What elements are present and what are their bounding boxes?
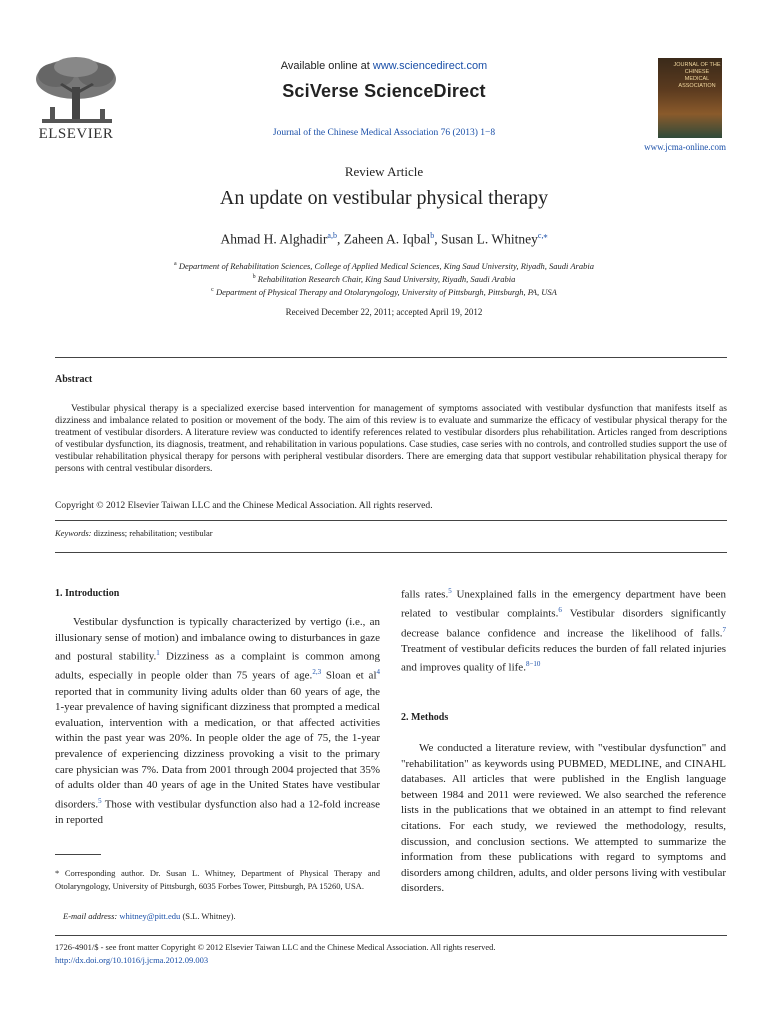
available-online-line [200, 60, 568, 72]
citation-link[interactable]: 1 [156, 649, 160, 658]
citation-link[interactable]: 7 [722, 625, 726, 634]
abstract-text: Vestibular physical therapy is a specialized exercise based intervention for management of symptoms associated with vestibular dysfunction that manifests itself as dizziness and imbalance related to position or movement of the body. The aim of this review is to evaluate and summarize the efficacy of vestibular physical therapy for the treatment of vestibular disorders. A literature review was conducted to identify references related to vestibular disorders plus rehabilitation. Articles ranged from descriptions of vestibular dysfunction, its diagnosis, treatment, and rehabilitation in various populations. Case studies, case series with no controls, and controlled studies support the use of vestibular rehabilitation physical therapy for persons with peripheral vestibular disorders. There are emerging data that support vestibular rehabilitation physical therapy for persons with central vestibular disorders. [55, 403, 727, 475]
author-separator: , [336, 231, 344, 247]
introduction-continued-paragraph [401, 584, 726, 677]
affiliation [0, 274, 768, 284]
author-list [0, 231, 768, 248]
abstract-heading: Abstract [55, 374, 93, 385]
text-run: Treatment of vestibular deficits reduces the burden of fall related injuries and improves quality of life. [401, 642, 726, 674]
platform-name: SciVerse ScienceDirect [282, 81, 486, 101]
author-name: Susan L. Whitney [441, 231, 538, 247]
affiliation-text: Department of Rehabilitation Sciences, College of Applied Medical Sciences, King Saud University, Riyadh, Saudi Arabia [178, 261, 594, 271]
citation-link[interactable]: 5 [98, 796, 102, 805]
text-run: Sloan et al [321, 670, 377, 683]
issn-copyright-line: 1726-4901/$ - see front matter Copyright © 2012 Elsevier Taiwan LLC and the Chinese Medical Association. All rights reserved. [55, 942, 496, 952]
doi-link[interactable]: http://dx.doi.org/10.1016/j.jcma.2012.09.003 [55, 955, 209, 965]
email-link[interactable]: whitney@pitt.edu [119, 911, 181, 921]
divider [55, 552, 727, 553]
affiliation-text: Department of Physical Therapy and Otolaryngology, University of Pittsburgh, Pittsburgh, PA, USA [215, 287, 557, 297]
email-label: E-mail address: [63, 911, 118, 921]
footnote-divider [55, 854, 101, 855]
affiliation-text: Rehabilitation Research Chair, King Saud University, Riyadh, Saudi Arabia [257, 274, 516, 284]
email-suffix: (S.L. Whitney). [180, 911, 236, 921]
citation-link[interactable]: 2,3 [312, 668, 322, 677]
article-title: An update on vestibular physical therapy [219, 187, 549, 209]
section-heading-methods: 2. Methods [401, 712, 449, 723]
citation-link[interactable]: 6 [558, 606, 562, 615]
author-name: Zaheen A. Iqbal [343, 231, 431, 247]
affiliation-marker: b [252, 274, 256, 281]
corresponding-author-footnote: * Corresponding author. Dr. Susan L. Whitney, Department of Physical Therapy and Otolaryngology, University of Pittsburgh, 6035 Forbes Tower, Pittsburgh, PA 15260, USA. [55, 868, 380, 891]
citation-link[interactable]: 5 [448, 587, 452, 595]
keywords-line [55, 528, 213, 538]
author-affiliation-ref[interactable]: a,b [327, 231, 337, 240]
affiliation [0, 261, 768, 271]
elsevier-tree-logo [22, 55, 130, 127]
keywords-label: Keywords: [55, 528, 92, 538]
methods-paragraph: We conducted a literature review, with "vestibular dysfunction" and "rehabilitation" as keywords using PUBMED, MEDLINE, and CINAHL databases. All articles that were published in the English language between 1984 and 2011 were reviewed. We also searched the reference lists in the publications that we obtained in an attempt to find relevant citations. For each study, we reviewed the methodology, results, discussion, and conclusion sections. We attempted to summarize the information from these publications with regard to symptoms and disorders among children, adults, and older persons living with vestibular disorders. [401, 742, 726, 895]
text-run: Vestibular dysfunction is typically characterized by vertigo (i.e., an illusionary sense of motion) and imbalance owing to disturbances in gaze and postural stability. [55, 616, 380, 663]
cover-line: MEDICAL [684, 76, 710, 82]
affiliation-marker: a [174, 261, 177, 268]
text-run: reported that in community living adults older than 60 years of age, the 1-year prevalence of having significant dizziness that prompted a medical evaluation, intervention with a medication, or that affected activities within the past year was 20%. In people older the age of 75, the 1-year prevalence of experiencing dizziness provoking a visit to the primary care physician was 7%. Data from 2001 through 2004 projected that 35% of adults older than 40 years of age in the United States have vestibular disorders. [55, 685, 380, 811]
abstract-copyright: Copyright © 2012 Elsevier Taiwan LLC and the Chinese Medical Association. All rights reserved. [55, 500, 433, 511]
section-heading-introduction: 1. Introduction [55, 588, 120, 599]
text-run: Unexplained falls in the emergency department have been related to vestibular complaints. [401, 588, 726, 620]
introduction-paragraph [55, 615, 380, 829]
cover-line: ASSOCIATION [678, 83, 716, 89]
text-run: Those with vestibular dysfunction also had a 12-fold increase in reported [55, 798, 380, 827]
author-affiliation-ref[interactable]: c,⁎ [537, 231, 548, 240]
cover-line: JOURNAL OF THE [673, 62, 721, 68]
citation-link[interactable]: 8−10 [525, 660, 541, 669]
cover-line: CHINESE [684, 69, 710, 75]
sciencedirect-link[interactable]: www.sciencedirect.com [372, 60, 488, 72]
keywords-list: dizziness; rehabilitation; vestibular [91, 528, 213, 538]
citation-link[interactable]: 4 [376, 668, 380, 677]
journal-citation-link[interactable]: Journal of the Chinese Medical Association 76 (2013) 1−8 [272, 128, 496, 138]
divider [55, 520, 727, 521]
divider [55, 357, 727, 358]
publisher-name: ELSEVIER [38, 126, 114, 142]
affiliation [0, 287, 768, 297]
footer-divider [55, 935, 727, 936]
author-name: Ahmad H. Alghadir [220, 231, 328, 247]
available-prefix: Available online at [280, 60, 373, 72]
text-run: Vestibular disorders significantly decrease balance confidence and increase the likelihood of falls. [401, 607, 726, 640]
text-run: falls rates. [401, 588, 449, 601]
journal-site-link[interactable]: www.jcma-online.com [644, 142, 726, 152]
author-affiliation-ref[interactable]: b [430, 231, 435, 240]
affiliation-marker: c [211, 287, 214, 294]
text-run: Dizziness as a complaint is common among adults, especially in people older than 75 years of age. [55, 650, 380, 683]
article-type: Review Article [344, 164, 424, 179]
received-dates: Received December 22, 2011; accepted April 19, 2012 [285, 307, 483, 317]
footnote-email-line [55, 911, 380, 921]
journal-cover-title [672, 62, 722, 90]
author-separator: , [434, 231, 442, 247]
